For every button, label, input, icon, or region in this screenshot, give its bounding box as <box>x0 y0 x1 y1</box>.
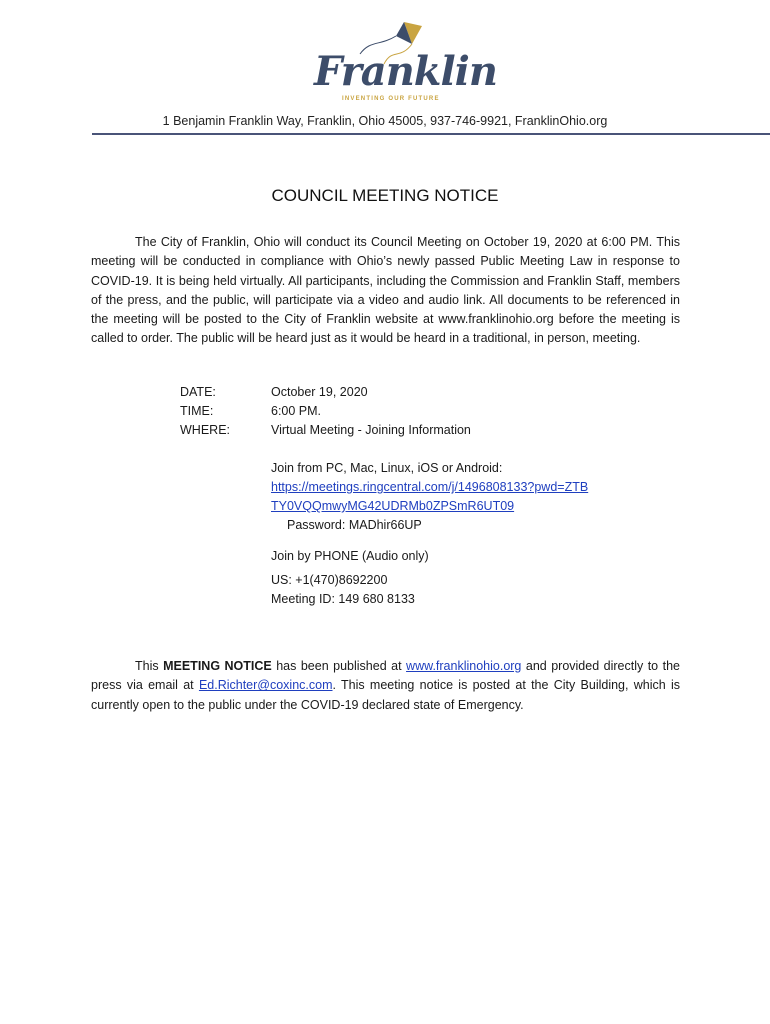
pub-text-4: . This meeting notice is posted at the City Building, which is currently open to the public under the COVID-19 declared state of Emergency. <box>91 678 681 712</box>
date-value: October 19, 2020 <box>271 385 368 399</box>
intro-paragraph <box>91 233 680 349</box>
phone-number: US: +1(470)8692200 <box>271 573 388 587</box>
meeting-link-line-1[interactable] <box>271 478 588 497</box>
logo-wordmark: Franklin <box>314 48 497 95</box>
where-value: Virtual Meeting - Joining Information <box>271 423 471 437</box>
meeting-link-1[interactable]: https://meetings.ringcentral.com/j/1496808133?pwd=ZTB <box>271 480 589 494</box>
franklin-logo <box>300 20 497 108</box>
logo-tagline: INVENTING OUR FUTURE <box>342 96 440 102</box>
page-title: COUNCIL MEETING NOTICE <box>271 186 499 205</box>
join-phone-heading: Join by PHONE (Audio only) <box>271 549 429 563</box>
pub-bold: MEETING NOTICE <box>163 659 272 673</box>
password-text: Password: MADhir66UP <box>287 518 422 532</box>
address-line: 1 Benjamin Franklin Way, Franklin, Ohio 45005, 937-746-9921, FranklinOhio.org <box>162 114 608 128</box>
password-line <box>271 516 422 535</box>
meeting-link-2[interactable]: TY0VQQmwyMG42UDRMb0ZPSmR6UT09 <box>271 499 515 513</box>
time-value: 6:00 PM. <box>271 404 322 418</box>
pub-text-1: This <box>135 659 164 673</box>
meeting-id: Meeting ID: 149 680 8133 <box>271 592 415 606</box>
website-link[interactable]: www.franklinohio.org <box>406 659 522 673</box>
publication-paragraph <box>91 657 680 715</box>
meeting-link-line-2[interactable] <box>271 497 514 516</box>
join-pc-heading: Join from PC, Mac, Linux, iOS or Android: <box>271 461 503 475</box>
publication-text <box>91 657 680 715</box>
where-label: WHERE: <box>180 423 230 437</box>
pub-text-3: and provided directly to the press via email at <box>91 659 680 693</box>
pub-text-2: has been published at <box>271 659 407 673</box>
header-divider <box>92 133 770 135</box>
email-link[interactable]: Ed.Richter@coxinc.com <box>198 678 333 693</box>
time-label: TIME: <box>180 404 214 418</box>
date-label: DATE: <box>180 385 216 399</box>
intro-text: The City of Franklin, Ohio will conduct its Council Meeting on October 19, 2020 at 6:00 PM. This meeting will be conducted in compliance with Ohio’s newly passed Public Meeting Law in response to COVID-19. It is being held virtually. All participants, including the Commission and Franklin Staff, members of the press, and the public, will participate via a video and audio link. All documents to be referenced in the meeting will be posted to the City of Franklin website at www.franklinohio.org before the meeting is called to order. The public will be heard just as it would be heard in a traditional, in person, meeting. <box>91 235 680 346</box>
